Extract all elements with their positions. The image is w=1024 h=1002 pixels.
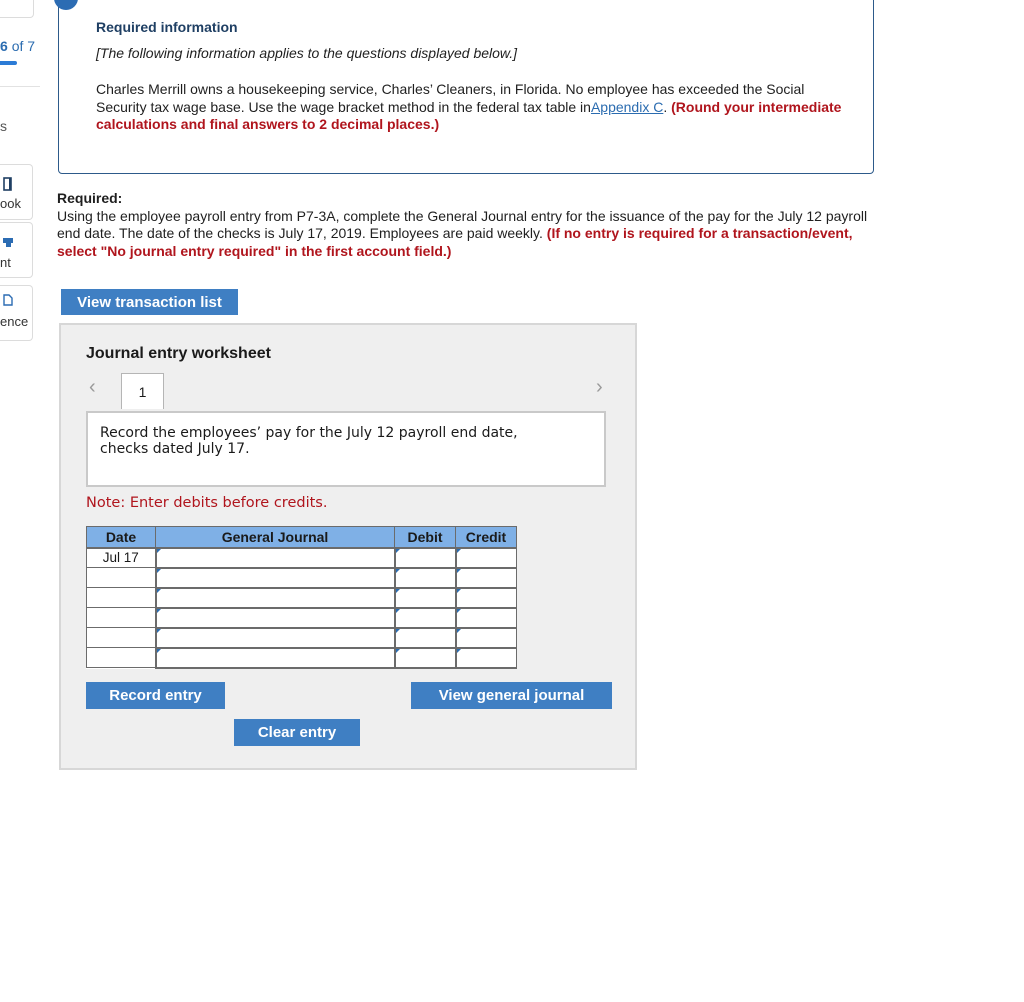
journal-row [87,628,517,648]
journal-row [87,548,517,568]
required-red-instruction: (If no entry is required for a transaction/event, select "No journal entry required" in the first account field.) [57,225,853,259]
debit-input[interactable] [395,628,456,648]
book-icon [3,177,13,191]
column-header-credit: Credit [456,527,517,548]
credit-input[interactable] [456,648,517,668]
info-round-instruction: (Round your intermediate calculations and final answers to 2 decimal places.) [96,98,842,132]
account-select[interactable] [156,548,395,568]
progress-current: 6 [0,38,8,54]
sidebar-tool-print[interactable] [0,222,33,278]
journal-entry-worksheet [59,323,637,770]
journal-row [87,648,517,668]
record-entry-button[interactable]: Record entry [86,682,225,709]
credit-input[interactable] [456,628,517,648]
required-text: Using the employee payroll entry from P7-3A, complete the General Journal entry for the issuance of the pay for the July 12 payroll end date. The date of the checks is July 17, 2019. Employees are paid weekly. [57,207,868,241]
date-cell[interactable]: Jul 17 [87,548,156,568]
sidebar-divider [0,86,40,87]
required-title: Required: [57,190,123,206]
debit-input[interactable] [395,548,456,568]
journal-row [87,608,517,628]
progress-label: of 7 [11,38,36,54]
date-cell[interactable] [87,568,156,588]
sidebar-tool-label: nt [0,255,11,270]
credit-input[interactable] [456,588,517,608]
date-cell[interactable] [87,588,156,608]
journal-header-row [87,527,517,548]
question-progress [0,38,35,54]
account-select[interactable] [156,588,395,608]
credit-input[interactable] [456,568,517,588]
view-transaction-list-button[interactable]: View transaction list [61,289,238,315]
worksheet-title: Journal entry worksheet [86,345,271,362]
date-cell[interactable] [87,628,156,648]
info-title: Required information [96,19,238,35]
general-journal-table [86,526,517,669]
debit-input[interactable] [395,608,456,628]
account-select[interactable] [156,628,395,648]
info-paragraph-period: . [663,98,668,115]
sidebar-tool-reference[interactable] [0,285,33,341]
chevron-left-icon[interactable]: ‹ [89,376,96,398]
chevron-right-icon[interactable]: › [596,376,603,398]
worksheet-tab-1[interactable]: 1 [121,373,164,409]
sidebar-tool-label: ence [0,314,29,329]
sidebar-tool-ebook[interactable] [0,164,33,220]
journal-row [87,568,517,588]
progress-bar [0,61,17,65]
column-header-debit: Debit [395,527,456,548]
debit-credit-note: Note: Enter debits before credits. [86,495,328,511]
debit-input[interactable] [395,568,456,588]
journal-row [87,588,517,608]
account-select[interactable] [156,648,395,668]
info-italic-note: [The following information applies to the questions displayed below.] [96,45,518,61]
date-cell[interactable] [87,648,156,668]
clear-entry-button[interactable]: Clear entry [234,719,360,746]
column-header-general-journal: General Journal [156,527,395,548]
debit-input[interactable] [395,648,456,668]
date-cell[interactable] [87,608,156,628]
transaction-description: Record the employees’ pay for the July 12 payroll end date, checks dated July 17. [100,425,518,457]
account-select[interactable] [156,608,395,628]
required-section [57,190,877,260]
reference-icon [3,294,13,306]
sidebar-top-card [0,0,34,18]
account-select[interactable] [156,568,395,588]
required-information-panel [58,0,874,174]
debit-input[interactable] [395,588,456,608]
credit-input[interactable] [456,548,517,568]
view-general-journal-button[interactable]: View general journal [411,682,612,709]
print-icon [3,235,13,247]
info-paragraph-text: Charles Merrill owns a housekeeping service, Charles’ Cleaners, in Florida. No employee has exceeded the Social Security tax wage base. Use the wage bracket method in the federal tax table in [96,81,805,115]
sidebar-tool-label: ook [0,196,21,211]
credit-input[interactable] [456,608,517,628]
column-header-date: Date [87,527,156,548]
transaction-description-box [86,411,606,487]
info-paragraph [96,81,846,134]
appendix-c-link[interactable]: Appendix C [590,98,664,115]
sidebar-partial-label: s [0,118,7,134]
